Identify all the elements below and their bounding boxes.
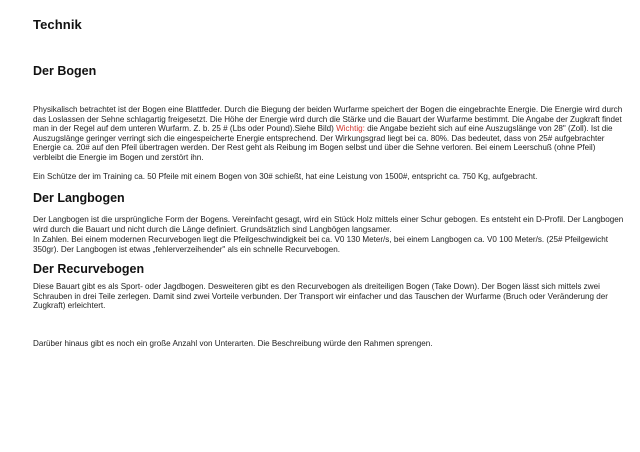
paragraph-bogen-physik-part2: die Angabe bezieht sich auf eine Auszugslänge von 28" (Zoll). Ist die Auszugslänge geringer verringt sich die eingespeicherte Energie entsprechend. Der Wirkungsgrad liegt bei ca. 80%. Das bedeutet, dass von 25# aufgebrachter Energie ca. 20# auf den Pfeil übertragen werden. Der Rest geht als Reibung im Bogen selbst und über die Sehne verloren. Bei einem Leerschuß (ohne Pfeil) verbleibt die Energie im Bogen und zerstört ihn.: [33, 124, 613, 162]
paragraph-closing: Darüber hinaus gibt es noch ein große Anzahl von Unterarten. Die Beschreibung würde den Rahmen sprengen.: [33, 339, 433, 348]
paragraph-bogen-training: Ein Schütze der im Training ca. 50 Pfeile mit einem Bogen von 30# schießt, hat eine Leistung von 1500#, entspricht ca. 750 Kg, aufgebracht.: [33, 172, 538, 181]
paragraph-langbogen-zahlen: In Zahlen. Bei einem modernen Recurvebogen liegt die Pfeilgeschwindigkeit bei ca. V0 130 Meter/s, bei einem Langbogen ca. V0 100 Meter/s. (25# Pfeilgewicht 350gr). Der Langbogen ist etwas „fehlerverzeihender" als ein schnelle Recurvebogen.: [33, 235, 608, 254]
heading-der-langbogen: Der Langbogen: [33, 191, 125, 205]
page-title: Technik: [33, 17, 82, 32]
paragraph-recurvebogen: Diese Bauart gibt es als Sport- oder Jagdbogen. Desweiteren gibt es den Recurvebogen als dreiteiligen Bogen (Take Down). Der Bogen lässt sich mittels zwei Schrauben in drei Teile zerlegen. Damit sind zwei Vorteile verbunden. Der Transport wir einfacher und das Tauschen der Wurfarme (Bruch oder Veränderung der Zugkraft) erleichtert.: [33, 282, 608, 311]
heading-der-bogen: Der Bogen: [33, 64, 97, 78]
warning-label: Wichtig:: [336, 124, 365, 134]
heading-der-recurvebogen: Der Recurvebogen: [33, 262, 145, 276]
paragraph-bogen-physik: [33, 105, 625, 163]
paragraph-bogen-physik-part1: Physikalisch betrachtet ist der Bogen eine Blattfeder. Durch die Biegung der beiden Wurfarme speichert der Bogen die eingebrachte Energie. Die Energie wird durch das Loslassen der Sehne schlagartig freigesetzt. Die Höhe der Energie wird durch die Stärke und die Bauart der Wurfarme bestimmt. Die Angabe der Zugkraft findet man in der Regel auf dem unteren Wurfarm. Z. b. 25 # (Lbs oder Pound).Siehe Bild): [33, 105, 623, 134]
paragraph-langbogen-form: Der Langbogen ist die ursprüngliche Form der Bogens. Vereinfacht gesagt, wird ein Stück Holz mittels einer Schur gebogen. Es entsteht ein D-Profil. Der Langbogen wird durch die Bauart und nicht durch die Länge definiert. Grundsätzlich sind Langbögen langsamer.: [33, 215, 624, 234]
